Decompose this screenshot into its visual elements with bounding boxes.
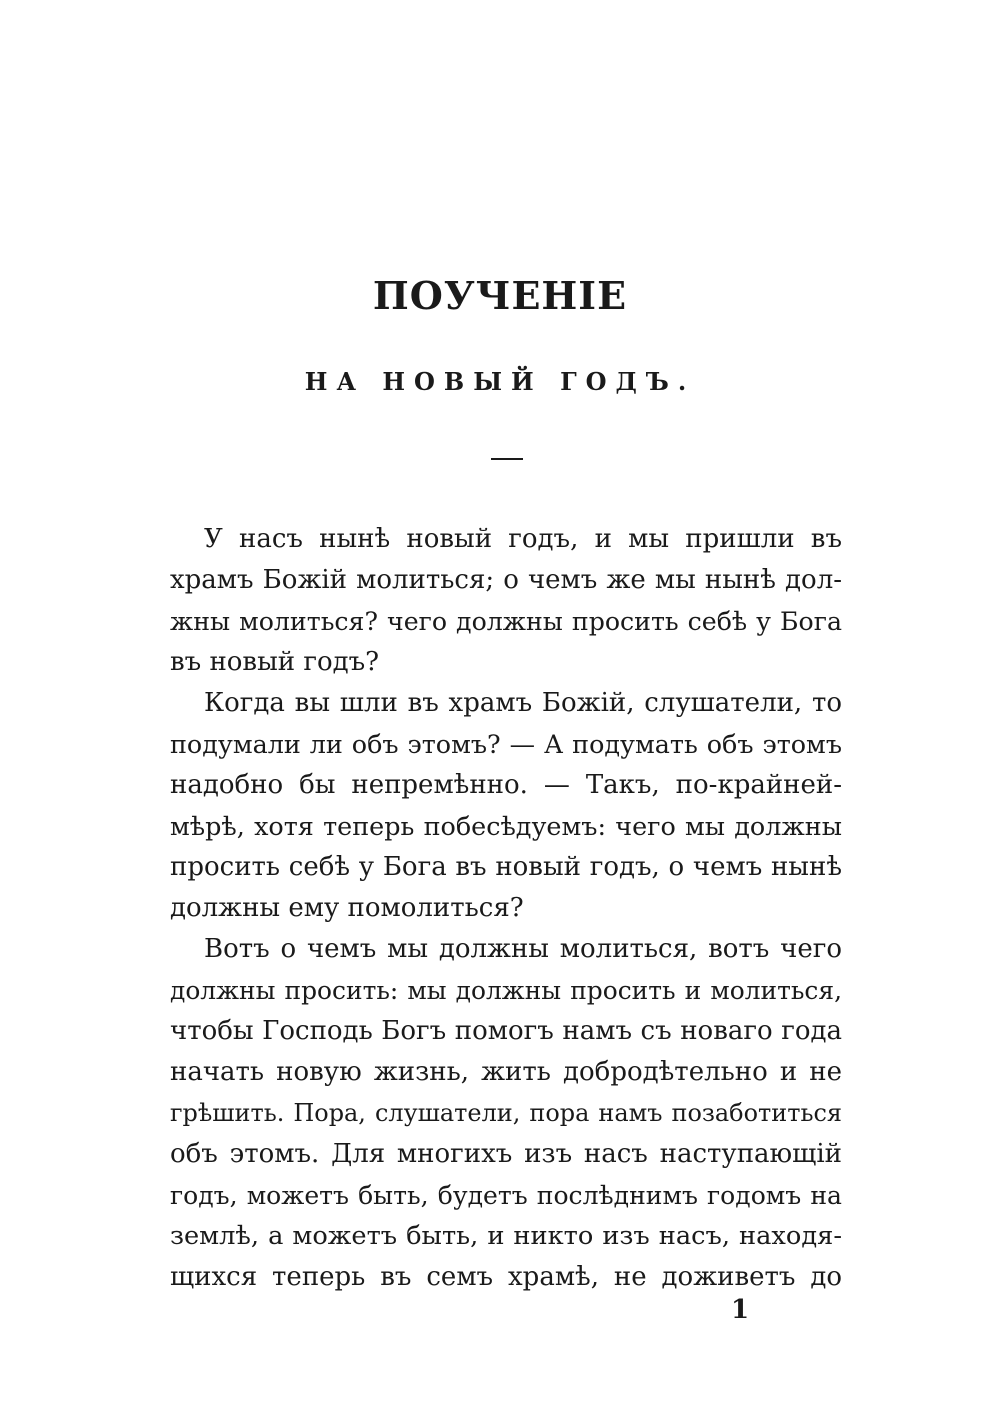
text-line: должны ему помолиться?: [170, 893, 524, 923]
separator-rule: [491, 458, 523, 460]
text-line: храмъ Божій молиться; о чемъ же мы нынѣ дол-: [170, 565, 842, 595]
text-line: годъ, можетъ быть, будетъ послѣднимъ годомъ на: [170, 1181, 842, 1210]
text-line: Когда вы шли въ храмъ Божій, слушатели, то: [204, 688, 842, 718]
text-line: подумали ли объ этомъ? — А подумать объ этомъ: [170, 729, 842, 759]
text-line: чтобы Господь Богъ помогъ намъ съ новаго года: [170, 1016, 842, 1046]
text-line: землѣ, а можетъ быть, и никто изъ насъ, находя-: [170, 1221, 842, 1251]
text-line: просить себѣ у Бога въ новый годъ, о чемъ нынѣ: [170, 852, 842, 882]
text-line: жны молиться? чего должны просить себѣ у Бога: [170, 607, 842, 636]
text-line: Вотъ о чемъ мы должны молиться, вотъ чего: [204, 934, 842, 964]
text-line: начать новую жизнь, жить добродѣтельно и не: [170, 1057, 842, 1087]
text-line: надобно бы непремѣнно. — Такъ, по-крайней-: [170, 770, 842, 800]
text-line: щихся теперь въ семъ храмѣ, не доживетъ до: [170, 1262, 842, 1292]
text-line: грѣшить. Пора, слушатели, пора намъ позаботиться: [170, 1099, 842, 1127]
text-line: должны просить: мы должны просить и молиться,: [170, 976, 842, 1005]
text-line: въ новый годъ?: [170, 647, 380, 677]
page-number: 1: [730, 1295, 750, 1325]
text-line: мѣрѣ, хотя теперь побесѣдуемъ: чего мы должны: [170, 811, 842, 841]
page-subtitle: НА НОВЫЙ ГОДЪ.: [304, 367, 696, 396]
text-line: объ этомъ. Для многихъ изъ насъ наступающій: [170, 1139, 842, 1169]
body-text: [170, 519, 842, 1298]
page-title: ПОУЧЕНІЕ: [372, 273, 628, 318]
text-line: У насъ нынѣ новый годъ, и мы пришли въ: [204, 524, 842, 554]
